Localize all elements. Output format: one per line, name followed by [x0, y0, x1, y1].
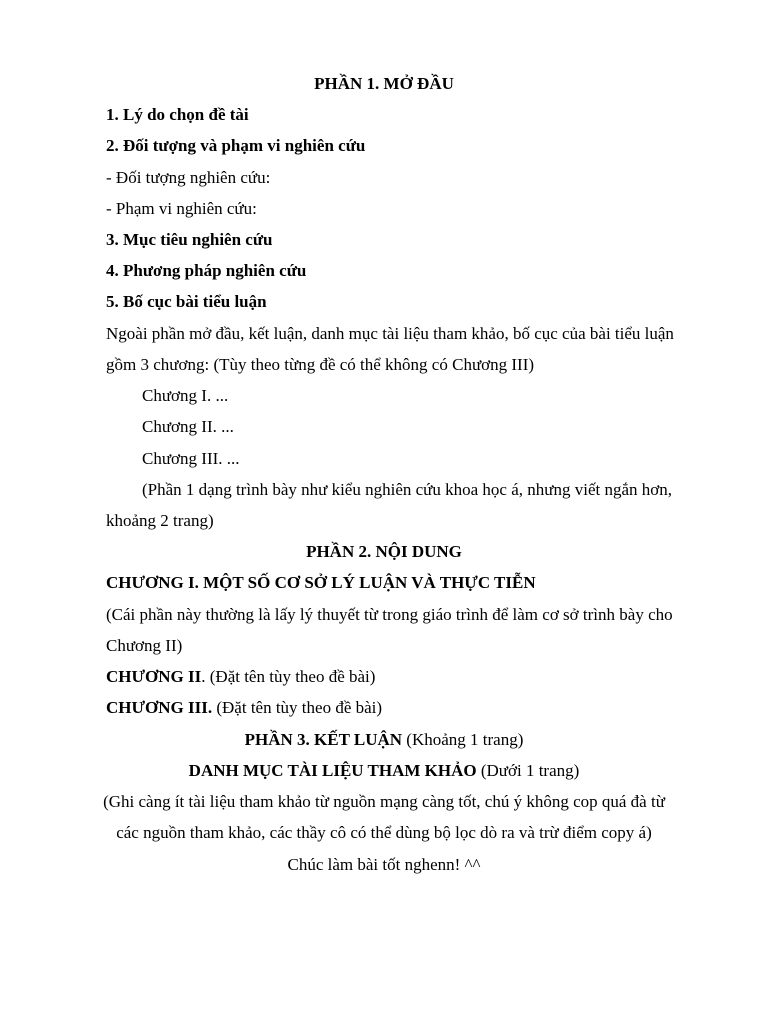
- chapter-list-item-2: Chương II. ...: [142, 417, 234, 436]
- chapter3-line: [106, 692, 706, 723]
- references-heading-line: [84, 755, 684, 786]
- part3-heading: PHẦN 3. KẾT LUẬN: [244, 730, 403, 749]
- object-item: - Đối tượng nghiên cứu:: [106, 168, 271, 187]
- section-heading-structure: 5. Bố cục bài tiểu luận: [106, 292, 267, 311]
- section-heading-object-scope: 2. Đối tượng và phạm vi nghiên cứu: [106, 136, 366, 155]
- structure-paragraph-line-2: gồm 3 chương: (Tùy theo từng đề có thể không có Chương III): [106, 355, 535, 374]
- chapter1-title: CHƯƠNG I. MỘT SỐ CƠ SỞ LÝ LUẬN VÀ THỰC TIỄN: [106, 573, 536, 592]
- part1-heading: PHẦN 1. MỞ ĐẦU: [314, 74, 454, 93]
- part1-note-line-2: khoảng 2 trang): [106, 511, 214, 530]
- section-heading-method: 4. Phương pháp nghiên cứu: [106, 261, 307, 280]
- references-heading: DANH MỤC TÀI LIỆU THAM KHẢO: [188, 761, 477, 780]
- part1-note-line-1: (Phần 1 dạng trình bày như kiểu nghiên cứu khoa học á, nhưng viết ngắn hơn,: [142, 480, 672, 499]
- closing-note-line-1: (Ghi càng ít tài liệu tham khảo từ nguồn mạng càng tốt, chú ý không cop quá đà từ: [103, 792, 665, 811]
- chapter-list-item-3: Chương III. ...: [142, 449, 240, 468]
- closing-note-line-2: các nguồn tham khảo, các thầy cô có thể dùng bộ lọc dò ra và trừ điểm copy á): [116, 823, 652, 842]
- references-note: (Dưới 1 trang): [476, 761, 580, 780]
- structure-paragraph-line-1: Ngoài phần mở đầu, kết luận, danh mục tài liệu tham khảo, bố cục của bài tiểu luận: [106, 324, 674, 343]
- chapter1-note-line-1: (Cái phần này thường là lấy lý thuyết từ trong giáo trình để làm cơ sở trình bày cho: [106, 605, 673, 624]
- section-heading-reason: 1. Lý do chọn đề tài: [106, 105, 249, 124]
- chapter-list-item-1: Chương I. ...: [142, 386, 229, 405]
- chapter3-note: (Đặt tên tùy theo đề bài): [212, 698, 383, 717]
- chapter2-label: CHƯƠNG II: [106, 667, 202, 686]
- scope-item: - Phạm vi nghiên cứu:: [106, 199, 257, 218]
- chapter2-note: . (Đặt tên tùy theo đề bài): [201, 667, 376, 686]
- part2-heading: PHẦN 2. NỘI DUNG: [306, 542, 462, 561]
- chapter3-label: CHƯƠNG III.: [106, 698, 213, 717]
- part3-heading-note: (Khoảng 1 trang): [402, 730, 524, 749]
- farewell-line: Chúc làm bài tốt nghenn! ^^: [287, 855, 481, 874]
- section-heading-goals: 3. Mục tiêu nghiên cứu: [106, 230, 273, 249]
- part3-heading-line: [84, 724, 684, 755]
- chapter1-note-line-2: Chương II): [106, 636, 183, 655]
- chapter2-line: [106, 661, 706, 692]
